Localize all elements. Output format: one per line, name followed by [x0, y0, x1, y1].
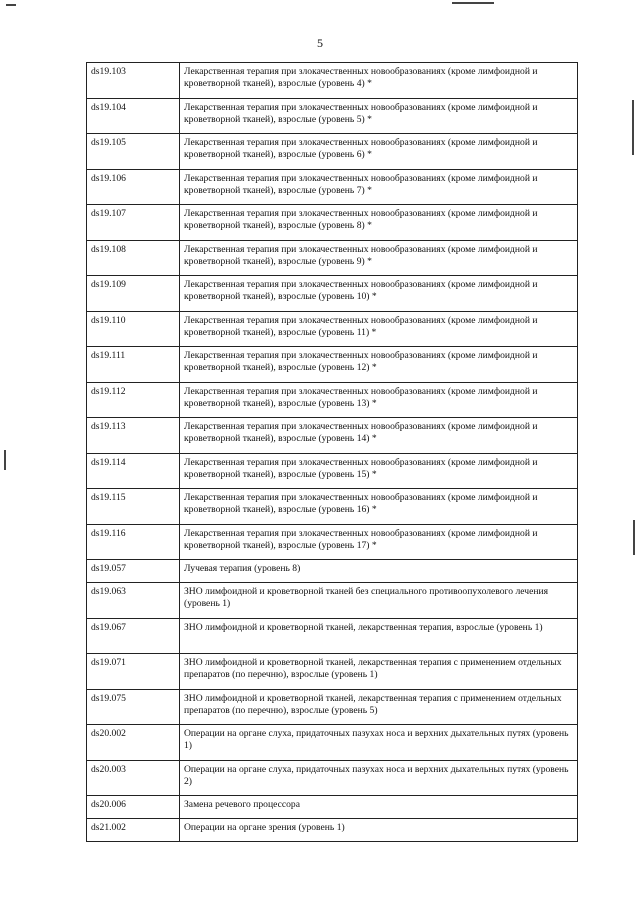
table-row	[87, 725, 578, 761]
table-body	[87, 63, 578, 842]
row-description-cell: Лекарственная терапия при злокачественных новообразованиях (кроме лимфоидной и кроветворной тканей), взрослые (уровень 13) *	[180, 382, 578, 418]
row-code-cell: ds19.063	[87, 583, 180, 619]
row-code-cell: ds19.105	[87, 134, 180, 170]
table-row	[87, 311, 578, 347]
row-description-cell: Замена речевого процессора	[180, 796, 578, 819]
table-row	[87, 583, 578, 619]
row-code-cell: ds19.109	[87, 276, 180, 312]
row-code-cell: ds19.116	[87, 524, 180, 560]
table-row	[87, 98, 578, 134]
table-row	[87, 618, 578, 654]
table-row	[87, 276, 578, 312]
scan-mark-top-right	[452, 2, 494, 4]
table-row	[87, 169, 578, 205]
row-code-cell: ds19.113	[87, 418, 180, 454]
tariff-table	[86, 62, 578, 842]
table-row	[87, 796, 578, 819]
row-code-cell: ds20.002	[87, 725, 180, 761]
table-row	[87, 560, 578, 583]
row-description-cell: Операции на органе зрения (уровень 1)	[180, 819, 578, 842]
row-description-cell: Лекарственная терапия при злокачественных новообразованиях (кроме лимфоидной и кроветворной тканей), взрослые (уровень 5) *	[180, 98, 578, 134]
table-row	[87, 382, 578, 418]
row-code-cell: ds19.115	[87, 489, 180, 525]
row-description-cell: Лекарственная терапия при злокачественных новообразованиях (кроме лимфоидной и кроветворной тканей), взрослые (уровень 11) *	[180, 311, 578, 347]
row-description-cell: ЗНО лимфоидной и кроветворной тканей, лекарственная терапия, взрослые (уровень 1)	[180, 618, 578, 654]
row-code-cell: ds19.075	[87, 689, 180, 725]
scan-mark-top-left	[6, 4, 16, 6]
row-description-cell: Лекарственная терапия при злокачественных новообразованиях (кроме лимфоидной и кроветворной тканей), взрослые (уровень 8) *	[180, 205, 578, 241]
row-description-cell: ЗНО лимфоидной и кроветворной тканей, лекарственная терапия с применением отдельных препаратов (по перечню), взрослые (уровень 5)	[180, 689, 578, 725]
row-description-cell: Лекарственная терапия при злокачественных новообразованиях (кроме лимфоидной и кроветворной тканей), взрослые (уровень 12) *	[180, 347, 578, 383]
row-description-cell: Лекарственная терапия при злокачественных новообразованиях (кроме лимфоидной и кроветворной тканей), взрослые (уровень 4) *	[180, 63, 578, 99]
row-code-cell: ds19.114	[87, 453, 180, 489]
table-row	[87, 489, 578, 525]
table-row	[87, 134, 578, 170]
row-code-cell: ds19.057	[87, 560, 180, 583]
row-code-cell: ds19.106	[87, 169, 180, 205]
page-number: 5	[317, 36, 323, 50]
table-row	[87, 689, 578, 725]
row-description-cell: Лекарственная терапия при злокачественных новообразованиях (кроме лимфоидной и кроветворной тканей), взрослые (уровень 10) *	[180, 276, 578, 312]
row-code-cell: ds19.110	[87, 311, 180, 347]
row-description-cell: Лекарственная терапия при злокачественных новообразованиях (кроме лимфоидной и кроветворной тканей), взрослые (уровень 6) *	[180, 134, 578, 170]
row-code-cell: ds19.104	[87, 98, 180, 134]
table-row	[87, 63, 578, 99]
table-row	[87, 524, 578, 560]
table-row	[87, 760, 578, 796]
table-row	[87, 205, 578, 241]
row-code-cell: ds19.071	[87, 654, 180, 690]
row-code-cell: ds20.006	[87, 796, 180, 819]
row-code-cell: ds19.112	[87, 382, 180, 418]
row-description-cell: Лекарственная терапия при злокачественных новообразованиях (кроме лимфоидной и кроветворной тканей), взрослые (уровень 16) *	[180, 489, 578, 525]
row-description-cell: ЗНО лимфоидной и кроветворной тканей, лекарственная терапия с применением отдельных препаратов (по перечню), взрослые (уровень 1)	[180, 654, 578, 690]
scan-mark-right-edge-upper	[632, 100, 634, 155]
row-code-cell: ds19.108	[87, 240, 180, 276]
scan-mark-right-edge-lower	[633, 520, 635, 555]
row-code-cell: ds20.003	[87, 760, 180, 796]
row-code-cell: ds21.002	[87, 819, 180, 842]
row-description-cell: Операции на органе слуха, придаточных пазухах носа и верхних дыхательных путях (уровень 2)	[180, 760, 578, 796]
table-row	[87, 453, 578, 489]
table-row	[87, 240, 578, 276]
row-code-cell: ds19.103	[87, 63, 180, 99]
row-description-cell: Лекарственная терапия при злокачественных новообразованиях (кроме лимфоидной и кроветворной тканей), взрослые (уровень 17) *	[180, 524, 578, 560]
row-code-cell: ds19.107	[87, 205, 180, 241]
row-description-cell: Лекарственная терапия при злокачественных новообразованиях (кроме лимфоидной и кроветворной тканей), взрослые (уровень 7) *	[180, 169, 578, 205]
row-code-cell: ds19.111	[87, 347, 180, 383]
row-description-cell: Лекарственная терапия при злокачественных новообразованиях (кроме лимфоидной и кроветворной тканей), взрослые (уровень 9) *	[180, 240, 578, 276]
row-description-cell: Операции на органе слуха, придаточных пазухах носа и верхних дыхательных путях (уровень 1)	[180, 725, 578, 761]
scan-mark-left-edge	[4, 450, 6, 470]
row-description-cell: Лекарственная терапия при злокачественных новообразованиях (кроме лимфоидной и кроветворной тканей), взрослые (уровень 15) *	[180, 453, 578, 489]
table-row	[87, 418, 578, 454]
row-code-cell: ds19.067	[87, 618, 180, 654]
row-description-cell: Лучевая терапия (уровень 8)	[180, 560, 578, 583]
row-description-cell: ЗНО лимфоидной и кроветворной тканей без специального противоопухолевого лечения (уровень 1)	[180, 583, 578, 619]
row-description-cell: Лекарственная терапия при злокачественных новообразованиях (кроме лимфоидной и кроветворной тканей), взрослые (уровень 14) *	[180, 418, 578, 454]
table-row	[87, 654, 578, 690]
table-row	[87, 347, 578, 383]
table-row	[87, 819, 578, 842]
